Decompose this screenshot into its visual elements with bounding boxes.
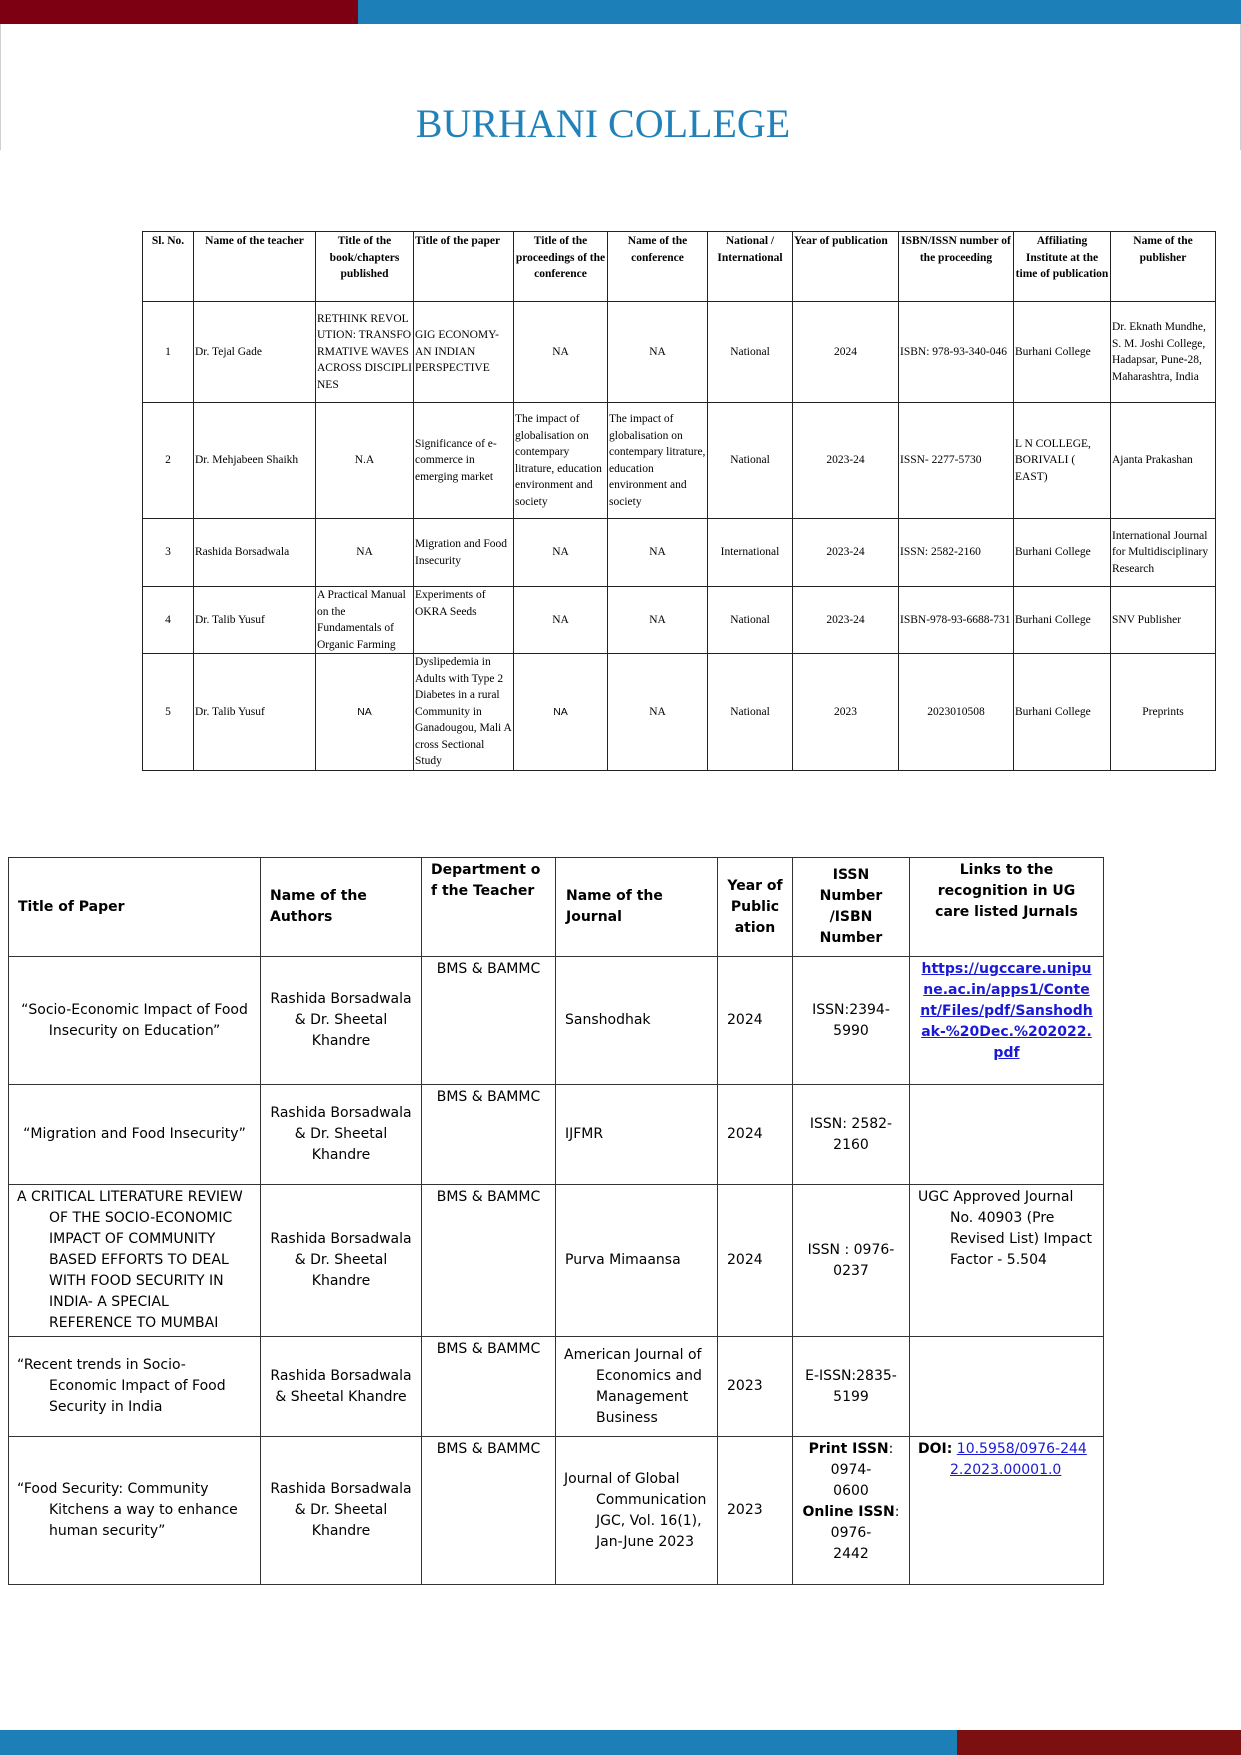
cell-book: NA <box>316 654 414 771</box>
cell-department: BMS & BAMMC <box>422 1437 556 1585</box>
table-row <box>9 957 1104 1085</box>
cell-teacher: Rashida Borsadwala <box>194 519 316 587</box>
table-header-row <box>9 858 1104 957</box>
cell-scope: National <box>708 302 793 403</box>
cell-department: BMS & BAMMC <box>422 1337 556 1437</box>
doi-link[interactable]: 10.5958/0976-2442.2023.00001.0 <box>950 1441 1087 1478</box>
table-row <box>143 403 1216 519</box>
cell-teacher: Dr. Mehjabeen Shaikh <box>194 403 316 519</box>
header-teacher: Name of the teacher <box>194 232 316 302</box>
cell-issn: ISSN: 2582-2160 <box>793 1085 910 1185</box>
cell-conference: NA <box>608 587 708 654</box>
cell-institute: Burhani College <box>1014 519 1111 587</box>
cell-year: 2023 <box>718 1437 793 1585</box>
cell-institute: Burhani College <box>1014 654 1111 771</box>
cell-title: A CRITICAL LITERATURE REVIEW OF THE SOCIO-ECONOMIC IMPACT OF COMMUNITY BASED EFFORTS TO DEAL WITH FOOD SECURITY IN INDIA- A SPECIAL REFERENCE TO MUMBAI <box>9 1185 261 1337</box>
header-scope: National / International <box>708 232 793 302</box>
cell-authors: Rashida Borsadwala & Dr. Sheetal Khandre <box>261 1185 422 1337</box>
cell-isbn: ISBN: 978-93-340-046 <box>899 302 1014 403</box>
header-proceedings: Title of the proceedings of the conference <box>514 232 608 302</box>
doi-label: DOI: <box>918 1441 953 1457</box>
cell-proceedings: NA <box>514 302 608 403</box>
cell-sl: 2 <box>143 403 194 519</box>
cell-paper: Dyslipedemia in Adults with Type 2 Diabetes in a rural Community in Ganadougou, Mali A cross Sectional Study <box>414 654 514 771</box>
cell-authors: Rashida Borsadwala & Dr. Sheetal Khandre <box>261 957 422 1085</box>
cell-journal: Purva Mimaansa <box>556 1185 718 1337</box>
publications-table <box>142 231 1216 771</box>
cell-year: 2024 <box>718 1185 793 1337</box>
cell-year: 2023-24 <box>793 403 899 519</box>
cell-year: 2024 <box>718 1085 793 1185</box>
cell-sl: 1 <box>143 302 194 403</box>
header-ugc-links: Links to the recognition in UG care listed Jurnals <box>910 858 1104 957</box>
cell-paper: Migration and Food Insecurity <box>414 519 514 587</box>
table-row <box>9 1337 1104 1437</box>
cell-department: BMS & BAMMC <box>422 957 556 1085</box>
table-row <box>143 654 1216 771</box>
cell-title: “Food Security: Community Kitchens a way to enhance human security” <box>9 1437 261 1585</box>
cell-publisher: International Journal for Multidisciplinary Research <box>1111 519 1216 587</box>
cell-authors: Rashida Borsadwala & Dr. Sheetal Khandre <box>261 1085 422 1185</box>
header-institute: Affiliating Institute at the time of publication <box>1014 232 1111 302</box>
cell-institute: Burhani College <box>1014 302 1111 403</box>
table-row <box>143 587 1216 654</box>
cell-institute: L N COLLEGE, BORIVALI ( EAST) <box>1014 403 1111 519</box>
cell-title: “Socio-Economic Impact of Food Insecurity on Education” <box>9 957 261 1085</box>
cell-isbn: ISBN-978-93-6688-731 <box>899 587 1014 654</box>
college-title: BURHANI COLLEGE <box>415 101 791 146</box>
cell-department: BMS & BAMMC <box>422 1185 556 1337</box>
cell-scope: National <box>708 403 793 519</box>
cell-publisher: Preprints <box>1111 654 1216 771</box>
cell-paper: Experiments of OKRA Seeds <box>414 587 514 654</box>
cell-authors: Rashida Borsadwala & Dr. Sheetal Khandre <box>261 1437 422 1585</box>
top-band-blue <box>358 0 1241 24</box>
cell-sl: 4 <box>143 587 194 654</box>
cell-book: A Practical Manual on the Fundamentals of Organic Farming <box>316 587 414 654</box>
bottom-band-blue <box>0 1730 957 1755</box>
online-issn-label: Online ISSN <box>802 1504 895 1520</box>
cell-year: 2023 <box>793 654 899 771</box>
cell-conference: NA <box>608 302 708 403</box>
cell-department: BMS & BAMMC <box>422 1085 556 1185</box>
cell-isbn: 2023010508 <box>899 654 1014 771</box>
cell-doi <box>910 1437 1104 1585</box>
cell-scope: International <box>708 519 793 587</box>
cell-journal: Journal of Global Communication JGC, Vol. 16(1), Jan-June 2023 <box>556 1437 718 1585</box>
top-band-red <box>0 0 358 24</box>
cell-teacher: Dr. Talib Yusuf <box>194 587 316 654</box>
cell-issn: E-ISSN:2835-5199 <box>793 1337 910 1437</box>
cell-issn: ISSN : 0976-0237 <box>793 1185 910 1337</box>
header-authors: Name of the Authors <box>261 858 422 957</box>
header-book: Title of the book/chapters published <box>316 232 414 302</box>
cell-paper: GIG ECONOMY- AN INDIAN PERSPECTIVE <box>414 302 514 403</box>
ugc-care-link[interactable]: https://ugccare.unipune.ac.in/apps1/Content/Files/pdf/Sanshodhak-%20Dec.%202022.pdf <box>920 961 1093 1061</box>
cell-book <box>316 302 414 403</box>
cell-teacher: Dr. Talib Yusuf <box>194 654 316 771</box>
cell-proceedings: NA <box>514 587 608 654</box>
cell-journal: IJFMR <box>556 1085 718 1185</box>
cell-year: 2023-24 <box>793 519 899 587</box>
print-issn-label: Print ISSN <box>808 1441 889 1457</box>
cell-issn: ISSN:2394-5990 <box>793 957 910 1085</box>
cell-scope: National <box>708 587 793 654</box>
cell-publisher: Ajanta Prakashan <box>1111 403 1216 519</box>
cell-authors: Rashida Borsadwala & Sheetal Khandre <box>261 1337 422 1437</box>
cell-year: 2023-24 <box>793 587 899 654</box>
cell-isbn: ISSN- 2277-5730 <box>899 403 1014 519</box>
cell-year: 2024 <box>793 302 899 403</box>
cell-journal: American Journal of Economics and Management Business <box>556 1337 718 1437</box>
cell-sl: 3 <box>143 519 194 587</box>
cell-sl: 5 <box>143 654 194 771</box>
header-publisher: Name of the publisher <box>1111 232 1216 302</box>
header-year: Year of publication <box>793 232 899 302</box>
header-title-of-paper: Title of Paper <box>9 858 261 957</box>
cell-year: 2024 <box>718 957 793 1085</box>
cell-publisher: SNV Publisher <box>1111 587 1216 654</box>
cell-title: “Migration and Food Insecurity” <box>9 1085 261 1185</box>
table-row <box>143 302 1216 403</box>
cell-proceedings: NA <box>514 519 608 587</box>
header-issn: ISSN Number /ISBN Number <box>793 858 910 957</box>
header-isbn: ISBN/ISSN number of the proceeding <box>899 232 1014 302</box>
cell-conference: NA <box>608 654 708 771</box>
bottom-band-red <box>957 1730 1241 1755</box>
table-row <box>9 1085 1104 1185</box>
cell-conference: The impact of globalisation on contempary litrature, education environment and society <box>608 403 708 519</box>
cell-proceedings: The impact of globalisation on contempary litrature, education environment and society <box>514 403 608 519</box>
cell-book: N.A <box>316 403 414 519</box>
cell-scope: National <box>708 654 793 771</box>
cell-title: “Recent trends in Socio-Economic Impact of Food Security in India <box>9 1337 261 1437</box>
cell-ugc-link <box>910 1085 1104 1185</box>
cell-journal: Sanshodhak <box>556 957 718 1085</box>
header-paper: Title of the paper <box>414 232 514 302</box>
table-row <box>9 1185 1104 1337</box>
cell-year: 2023 <box>718 1337 793 1437</box>
cell-book: NA <box>316 519 414 587</box>
header-year: Year of Publication <box>718 858 793 957</box>
cell-institute: Burhani College <box>1014 587 1111 654</box>
table-row <box>143 519 1216 587</box>
cell-issn: Print ISSN: 0974-0600 Online ISSN: 0976-2442 <box>793 1437 910 1585</box>
journal-papers-table <box>8 857 1104 1585</box>
cell-ugc-link <box>910 957 1104 1085</box>
cell-isbn: ISSN: 2582-2160 <box>899 519 1014 587</box>
book-title: RETHINK REVOLUTION: TRANSFORMATIVE WAVES ACROSS DISCIPLINES <box>317 312 412 391</box>
cell-proceedings: NA <box>514 654 608 771</box>
cell-paper: Significance of e-commerce in emerging market <box>414 403 514 519</box>
header-department: Department of the Teacher <box>422 858 556 957</box>
cell-ugc-link <box>910 1337 1104 1437</box>
online-issn-value: 0976-2442 <box>830 1525 872 1562</box>
cell-conference: NA <box>608 519 708 587</box>
table-header-row <box>143 232 1216 302</box>
header-sl-no: Sl. No. <box>143 232 194 302</box>
cell-ugc-recognition: UGC Approved Journal No. 40903 (Pre Revised List) Impact Factor - 5.504 <box>910 1185 1104 1337</box>
table-row <box>9 1437 1104 1585</box>
cell-teacher: Dr. Tejal Gade <box>194 302 316 403</box>
cell-publisher: Dr. Eknath Mundhe, S. M. Joshi College, Hadapsar, Pune-28, Maharashtra, India <box>1111 302 1216 403</box>
header-journal: Name of the Journal <box>556 858 718 957</box>
header-conference: Name of the conference <box>608 232 708 302</box>
print-issn-value: 0974-0600 <box>830 1462 872 1499</box>
